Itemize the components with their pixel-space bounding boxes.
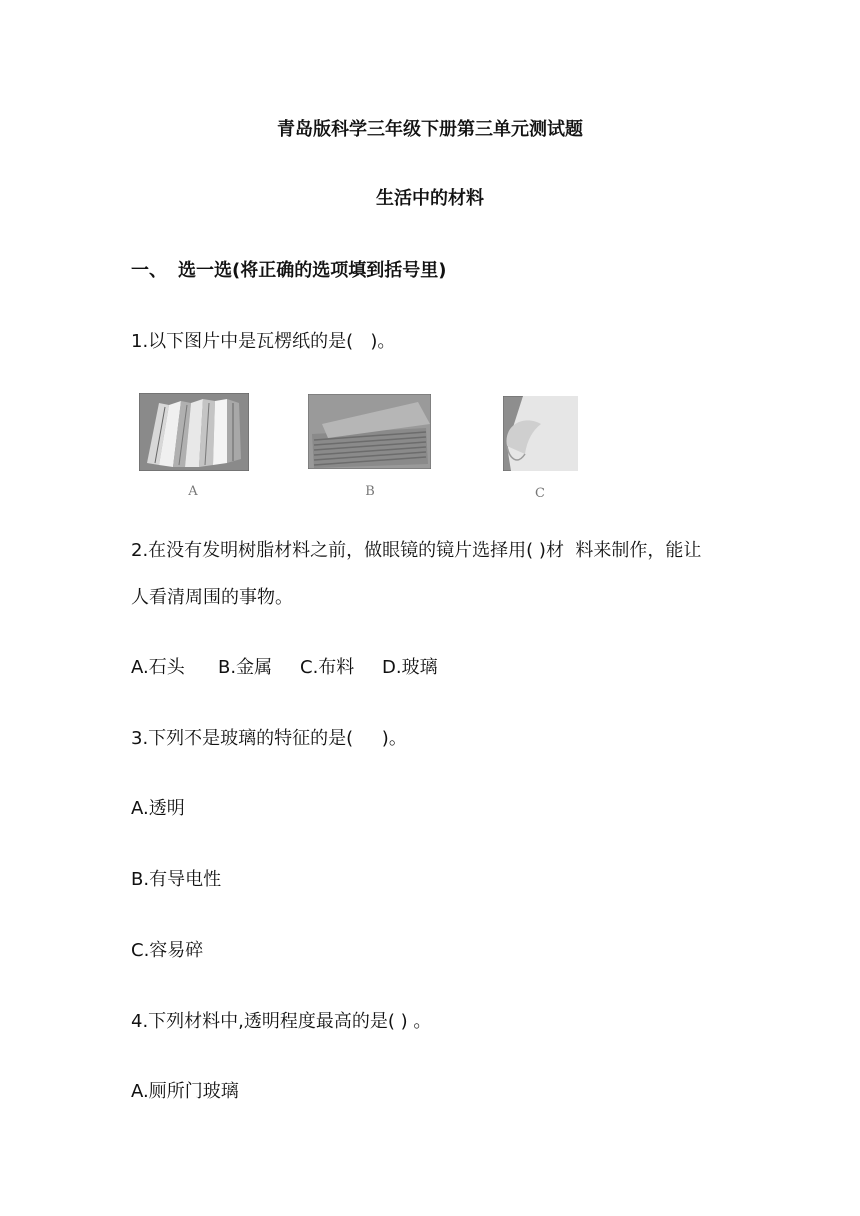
question-2-option-d: D.玻璃 — [382, 657, 438, 678]
question-3-stem: 3.下列不是玻璃的特征的是( )。 — [131, 728, 407, 749]
image-a-caption: A — [188, 484, 198, 499]
question-2-option-a: A.石头 — [131, 657, 185, 678]
question-4-option-a: A.厕所门玻璃 — [131, 1081, 239, 1102]
question-3-option-c: C.容易碎 — [131, 940, 204, 961]
document-title: 青岛版科学三年级下册第三单元测试题 — [277, 119, 583, 140]
question-2-option-c: C.布料 — [300, 657, 355, 678]
corrugated-cardboard-stack-photo — [308, 394, 431, 469]
section-heading: 选一选(将正确的选项填到括号里) — [178, 260, 447, 281]
question-4-stem: 4.下列材料中,透明程度最高的是( ) 。 — [131, 1011, 432, 1032]
question-3-option-a: A.透明 — [131, 798, 185, 819]
question-2-stem-line-2: 人看清周围的事物。 — [131, 587, 293, 608]
aluminum-foil-sheets-photo — [139, 393, 249, 471]
rolled-paper-sheet-photo — [503, 396, 578, 471]
document-subtitle: 生活中的材料 — [376, 188, 484, 209]
question-3-option-b: B.有导电性 — [131, 869, 222, 890]
section-number: 一、 — [131, 260, 167, 281]
image-b-caption: B — [365, 484, 375, 499]
question-2-option-b: B.金属 — [218, 657, 273, 678]
image-c-caption: C — [535, 486, 545, 501]
question-1-stem: 1.以下图片中是瓦楞纸的是( )。 — [131, 331, 396, 352]
question-2-stem-line-1: 2.在没有发明树脂材料之前，做眼镜的镜片选择用( )材 料来制作，能让 — [131, 540, 702, 561]
